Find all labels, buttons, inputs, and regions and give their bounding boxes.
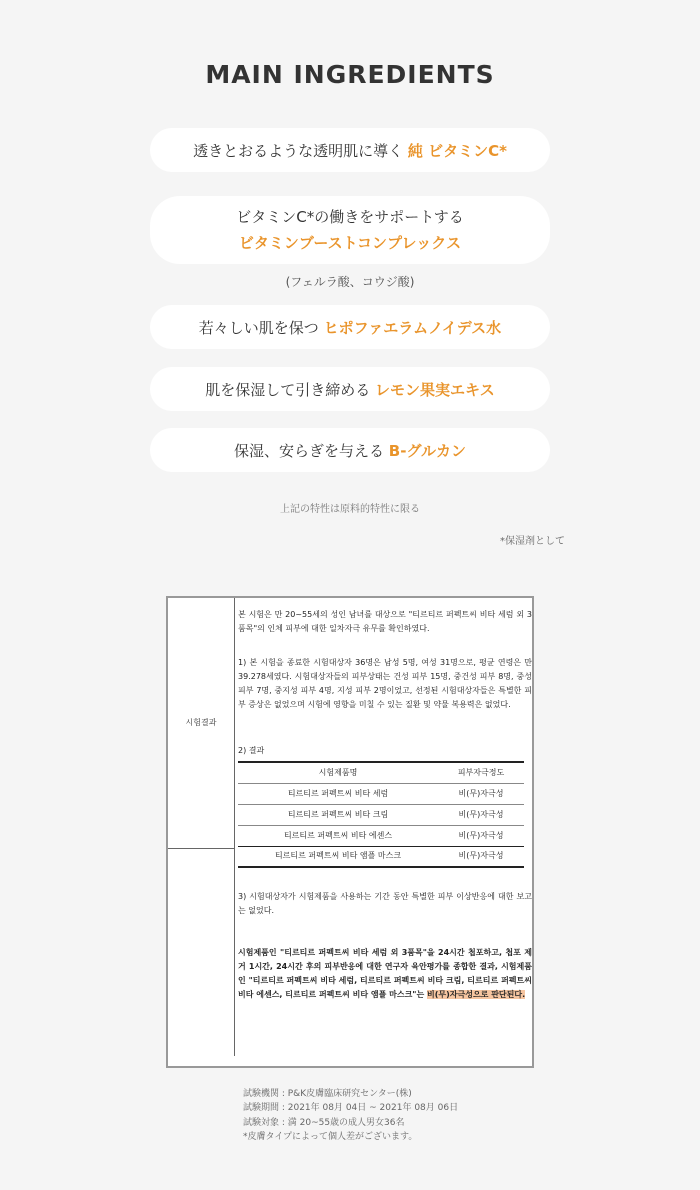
test-info: [243, 1087, 458, 1145]
table-cell: 티르티르 퍼펙트씨 비타 에센스: [238, 825, 438, 846]
test-institution: 試験機関 : P&K皮膚臨床研究センター(株): [243, 1089, 412, 1099]
footnote: *保湿剤として: [500, 536, 565, 547]
conclusion-text: 시험제품인 "티르티르 퍼펙트씨 비타 세럼 외 3품목"을 24시간 첩포하고, 첩포 제거 1시간, 24시간 후의 피부반응에 대한 연구자 육안평가를 종합한 결과, 시험제품인 "티르티르 퍼펙트씨 비타 세럼, 티르티르 퍼펙트씨 비타 크림, 티르티르 퍼펙트씨 비타 에센스, 티르티르 퍼펙트씨 비타 앰플 마스크"는: [238, 948, 532, 999]
ingredient-desc: 透きとおるような透明肌に導く: [193, 141, 408, 160]
ingredient-vitamin-c: [150, 128, 550, 172]
table-cell: 비(무)자극성: [438, 783, 524, 804]
ingredient-name: ビタミンブーストコンプレックス: [238, 234, 462, 252]
table-cell: 티르티르 퍼펙트씨 비타 앰플 마스크: [238, 846, 438, 867]
ingredient-note: (フェルラ酸、コウジ酸): [285, 275, 415, 289]
ingredient-name: B-グルカン: [388, 441, 466, 460]
table-cell: 티르티르 퍼펙트씨 비타 세럼: [238, 783, 438, 804]
report-item1: 1) 본 시험을 종료한 시험대상자 36명은 남성 5명, 여성 31명으로, 평균 연령은 만 39.278세였다. 시험대상자들의 피부상태는 건성 피부 15명, 중건성 피부 8명, 중성 피부 7명, 중지성 피부 4명, 지성 피부 2명이었고, 선정된 시험대상자들은 특별한 피부 증상은 없었으며 시험에 영향을 미칠 수 있는 질환 및 약물 복용력은 없었다.: [238, 658, 532, 709]
table-cell: 비(무)자극성: [438, 804, 524, 825]
ingredient-name: レモン果実エキス: [375, 380, 495, 399]
results-table: [238, 761, 524, 868]
ingredient-hippophae: [150, 305, 550, 349]
table-cell: 비(무)자극성: [438, 825, 524, 846]
table-header: 피부자극정도: [438, 762, 524, 783]
table-row: [238, 804, 524, 825]
table-cell: 티르티르 퍼펙트씨 비타 크림: [238, 804, 438, 825]
ingredient-name: 純 ビタミンC*: [407, 141, 507, 160]
table-cell: 비(무)자극성: [438, 846, 524, 867]
report-intro: 본 시험은 만 20~55세의 성인 남녀를 대상으로 "티르티르 퍼펙트씨 비타 세럼 외 3품목"의 인체 피부에 대한 일차자극 유무를 확인하였다.: [238, 610, 532, 633]
divider-vertical: [234, 598, 235, 1056]
test-subjects: 試験対象 : 満 20~55歳の成人男女36名: [243, 1117, 405, 1128]
test-report: [166, 596, 534, 1068]
report-item2-label: 2) 결과: [238, 746, 265, 755]
table-row: [238, 825, 524, 846]
ingredient-lemon: [150, 367, 550, 411]
report-item3: 3) 시험대상자가 시험제품을 사용하는 기간 동안 특별한 피부 이상반응에 대한 보고는 없었다.: [238, 892, 532, 915]
table-row: [238, 846, 524, 867]
individual-note: *皮膚タイプによって個人差がございます。: [243, 1132, 418, 1143]
ingredient-beta-glucan: [150, 428, 550, 472]
divider-horizontal: [168, 848, 234, 849]
report-conclusion: [238, 946, 532, 1002]
ingredient-desc: 保湿、安らぎを与える: [234, 441, 389, 460]
ingredient-desc: ビタミンC*の働きをサポートする: [236, 207, 464, 226]
ingredient-vitamin-boost: [150, 196, 550, 264]
ingredient-desc: 若々しい肌を保つ: [198, 318, 324, 337]
test-period: 試験期間 : 2021年 08月 04日 ~ 2021年 08月 06日: [243, 1103, 459, 1114]
disclaimer: 上記の特性は原料的特性に限る: [280, 504, 420, 515]
report-label: 시험결과: [185, 718, 217, 727]
ingredient-name: ヒポファエラムノイデス水: [323, 318, 502, 337]
table-header: 시험제품명: [238, 762, 438, 783]
table-row: [238, 783, 524, 804]
page-title: MAIN INGREDIENTS: [205, 60, 495, 89]
ingredient-desc: 肌を保湿して引き締める: [205, 380, 376, 399]
conclusion-highlight: 비(무)자극성으로 판단된다.: [427, 990, 526, 999]
